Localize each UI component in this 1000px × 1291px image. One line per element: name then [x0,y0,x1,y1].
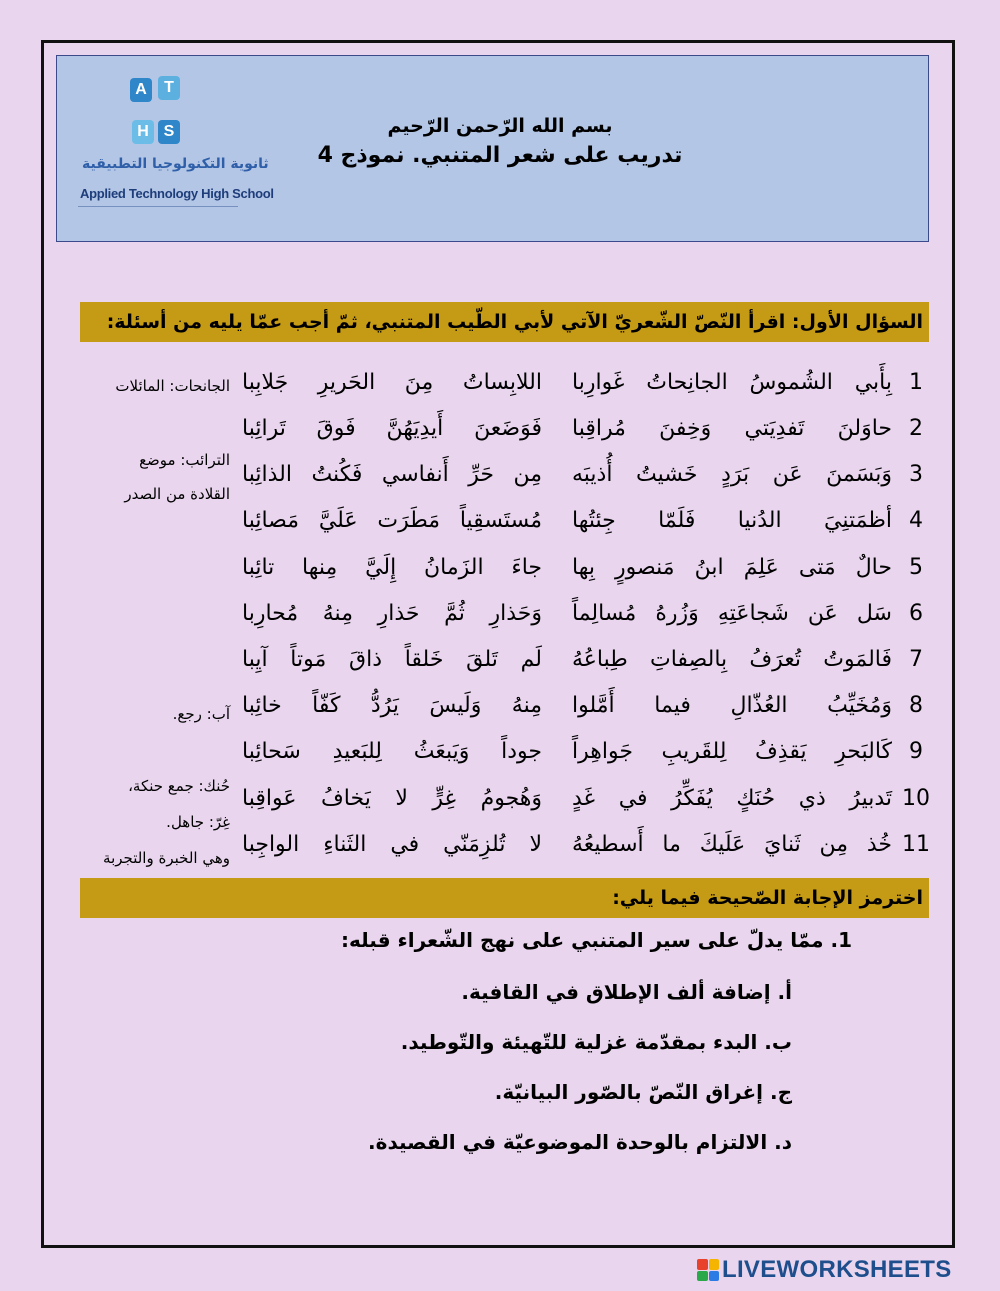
verse-second-hemistich: جوداً وَيَبعَثُ لِلبَعيدِ سَحائِبا [242,739,542,764]
verse-first-hemistich: فَالمَوتُ تُعرَفُ بِالصِفاتِ طِباعُهُ [572,647,892,672]
verse-first-hemistich: حالٌ مَتى عَلِمَ ابنُ مَنصورٍ بِها [572,555,892,580]
verse-first-hemistich: حاوَلنَ تَفدِيَتي وَخِفنَ مُراقِبا [572,416,892,441]
gloss-experience: وهي الخبرة والتجربة [103,849,230,867]
verse-first-hemistich: بِأَبي الشُموسُ الجانِحاتُ غَوارِبا [572,370,892,395]
gloss-taraib-2: القلادة من الصدر [124,485,230,503]
verse-second-hemistich: لَم تَلقَ خَلقاً ذاقَ مَوتاً آيِبا [242,647,542,672]
gloss-taraib-1: الترائب: موضع [139,451,230,469]
verse-first-hemistich: وَمُخَيِّبُ العُذّالِ فيما أَمَّلوا [572,693,892,718]
verse-second-hemistich: لا تُلزِمَنّي في الثَناءِ الواجِبا [242,832,542,857]
gloss-aab: آب: رجع. [172,705,230,723]
verse-number: 5 [909,555,923,580]
verse-number: 10 [902,786,930,811]
verse-first-hemistich: خُذ مِن ثَنايَ عَلَيكَ ما أَسطيعُهُ [572,832,892,857]
verse-number: 7 [909,647,923,672]
poem-verse [0,599,1000,639]
logo-letter-s: S [158,120,180,144]
gloss-hunak: حُنك: جمع حنكة، [128,777,230,795]
question-1: 1. ممّا يدلّ على سير المتنبي على نهج الشّعراء قبله: [340,928,852,952]
verse-second-hemistich: اللابِساتُ مِنَ الحَريرِ جَلابِبا [242,370,542,395]
verse-number: 9 [909,739,923,764]
option-c[interactable]: ج. إغراق النّصّ بالصّور البيانيّة. [494,1080,792,1104]
verse-second-hemistich: مِن حَرِّ أَنفاسي فَكُنتُ الذائِبا [242,462,542,487]
logo-letter-h: H [132,120,154,144]
gloss-janihat: الجانحات: المائلات [115,377,230,395]
verse-second-hemistich: جاءَ الزَمانُ إِلَيَّ مِنها تائِبا [242,555,542,580]
school-logo [78,66,274,216]
logo-underline [78,206,238,207]
verse-number: 1 [909,370,923,395]
liveworksheets-brand: LIVEWORKSHEETS [722,1256,952,1283]
poem-verse [0,645,1000,685]
basmala: بسم الله الرّحمن الرّحيم [387,115,613,137]
option-a[interactable]: أ. إضافة ألف الإطلاق في القافية. [461,980,792,1004]
logo-english-name: Applied Technology High School [80,186,274,201]
poem-verse [0,506,1000,546]
option-d[interactable]: د. الالتزام بالوحدة الموضوعيّة في القصيدة. [368,1130,792,1154]
verse-second-hemistich: وَحَذارِ ثُمَّ حَذارِ مِنهُ مُحارِبا [242,601,542,626]
verse-first-hemistich: أظمَتنِيَ الدُنيا فَلَمّا جِئتُها [572,508,892,533]
logo-letter-a: A [130,78,152,102]
question1-heading: السؤال الأول: اقرأ النّصّ الشّعريّ الآتي لأبي الطّيب المتنبي، ثمّ أجب عمّا يليه من أسئلة: [80,302,929,342]
verse-number: 8 [909,693,923,718]
header-text [300,115,700,168]
verse-number: 4 [909,508,923,533]
liveworksheets-icon [697,1259,719,1281]
verse-first-hemistich: كَالبَحرِ يَقذِفُ لِلقَريبِ جَواهِراً [572,739,892,764]
verse-first-hemistich: تَدبيرُ ذي حُنَكٍ يُفَكِّرُ في غَدٍ [572,786,892,811]
verse-first-hemistich: سَل عَن شَجاعَتِهِ وَزُرهُ مُسالِماً [572,601,892,626]
page-title: تدريب على شعر المتنبي. نموذج 4 [317,143,683,168]
verse-number: 2 [909,416,923,441]
verse-second-hemistich: مُستَسقِياً مَطَرَت عَلَيَّ مَصائِبا [242,508,542,533]
verse-first-hemistich: وَبَسَمنَ عَن بَرَدٍ خَشيتُ أُذيبَه [572,462,892,487]
verse-number: 3 [909,462,923,487]
verse-number: 6 [909,601,923,626]
verse-number: 11 [902,832,930,857]
liveworksheets-logo[interactable] [697,1257,952,1283]
verse-second-hemistich: فَوَضَعنَ أَيدِيَهُنَّ فَوقَ تَرائِبا [242,416,542,441]
verse-second-hemistich: مِنهُ وَلَيسَ يَرُدُّ كَفّاً خائِبا [242,693,542,718]
logo-letter-t: T [158,76,180,100]
option-b[interactable]: ب. البدء بمقدّمة غزلية للتّهيئة والتّوطيد. [400,1030,792,1054]
logo-arabic-name: ثانوية التكنولوجيا التطبيقية [82,156,269,172]
verse-second-hemistich: وَهُجومُ غِرٍّ لا يَخافُ عَواقِبا [242,786,542,811]
gloss-ghirr: غِرّ: جاهل. [166,813,230,831]
choose-heading: اخترمز الإجابة الصّحيحة فيما يلي: [80,878,929,918]
poem-verse [0,737,1000,777]
poem-verse [0,553,1000,593]
